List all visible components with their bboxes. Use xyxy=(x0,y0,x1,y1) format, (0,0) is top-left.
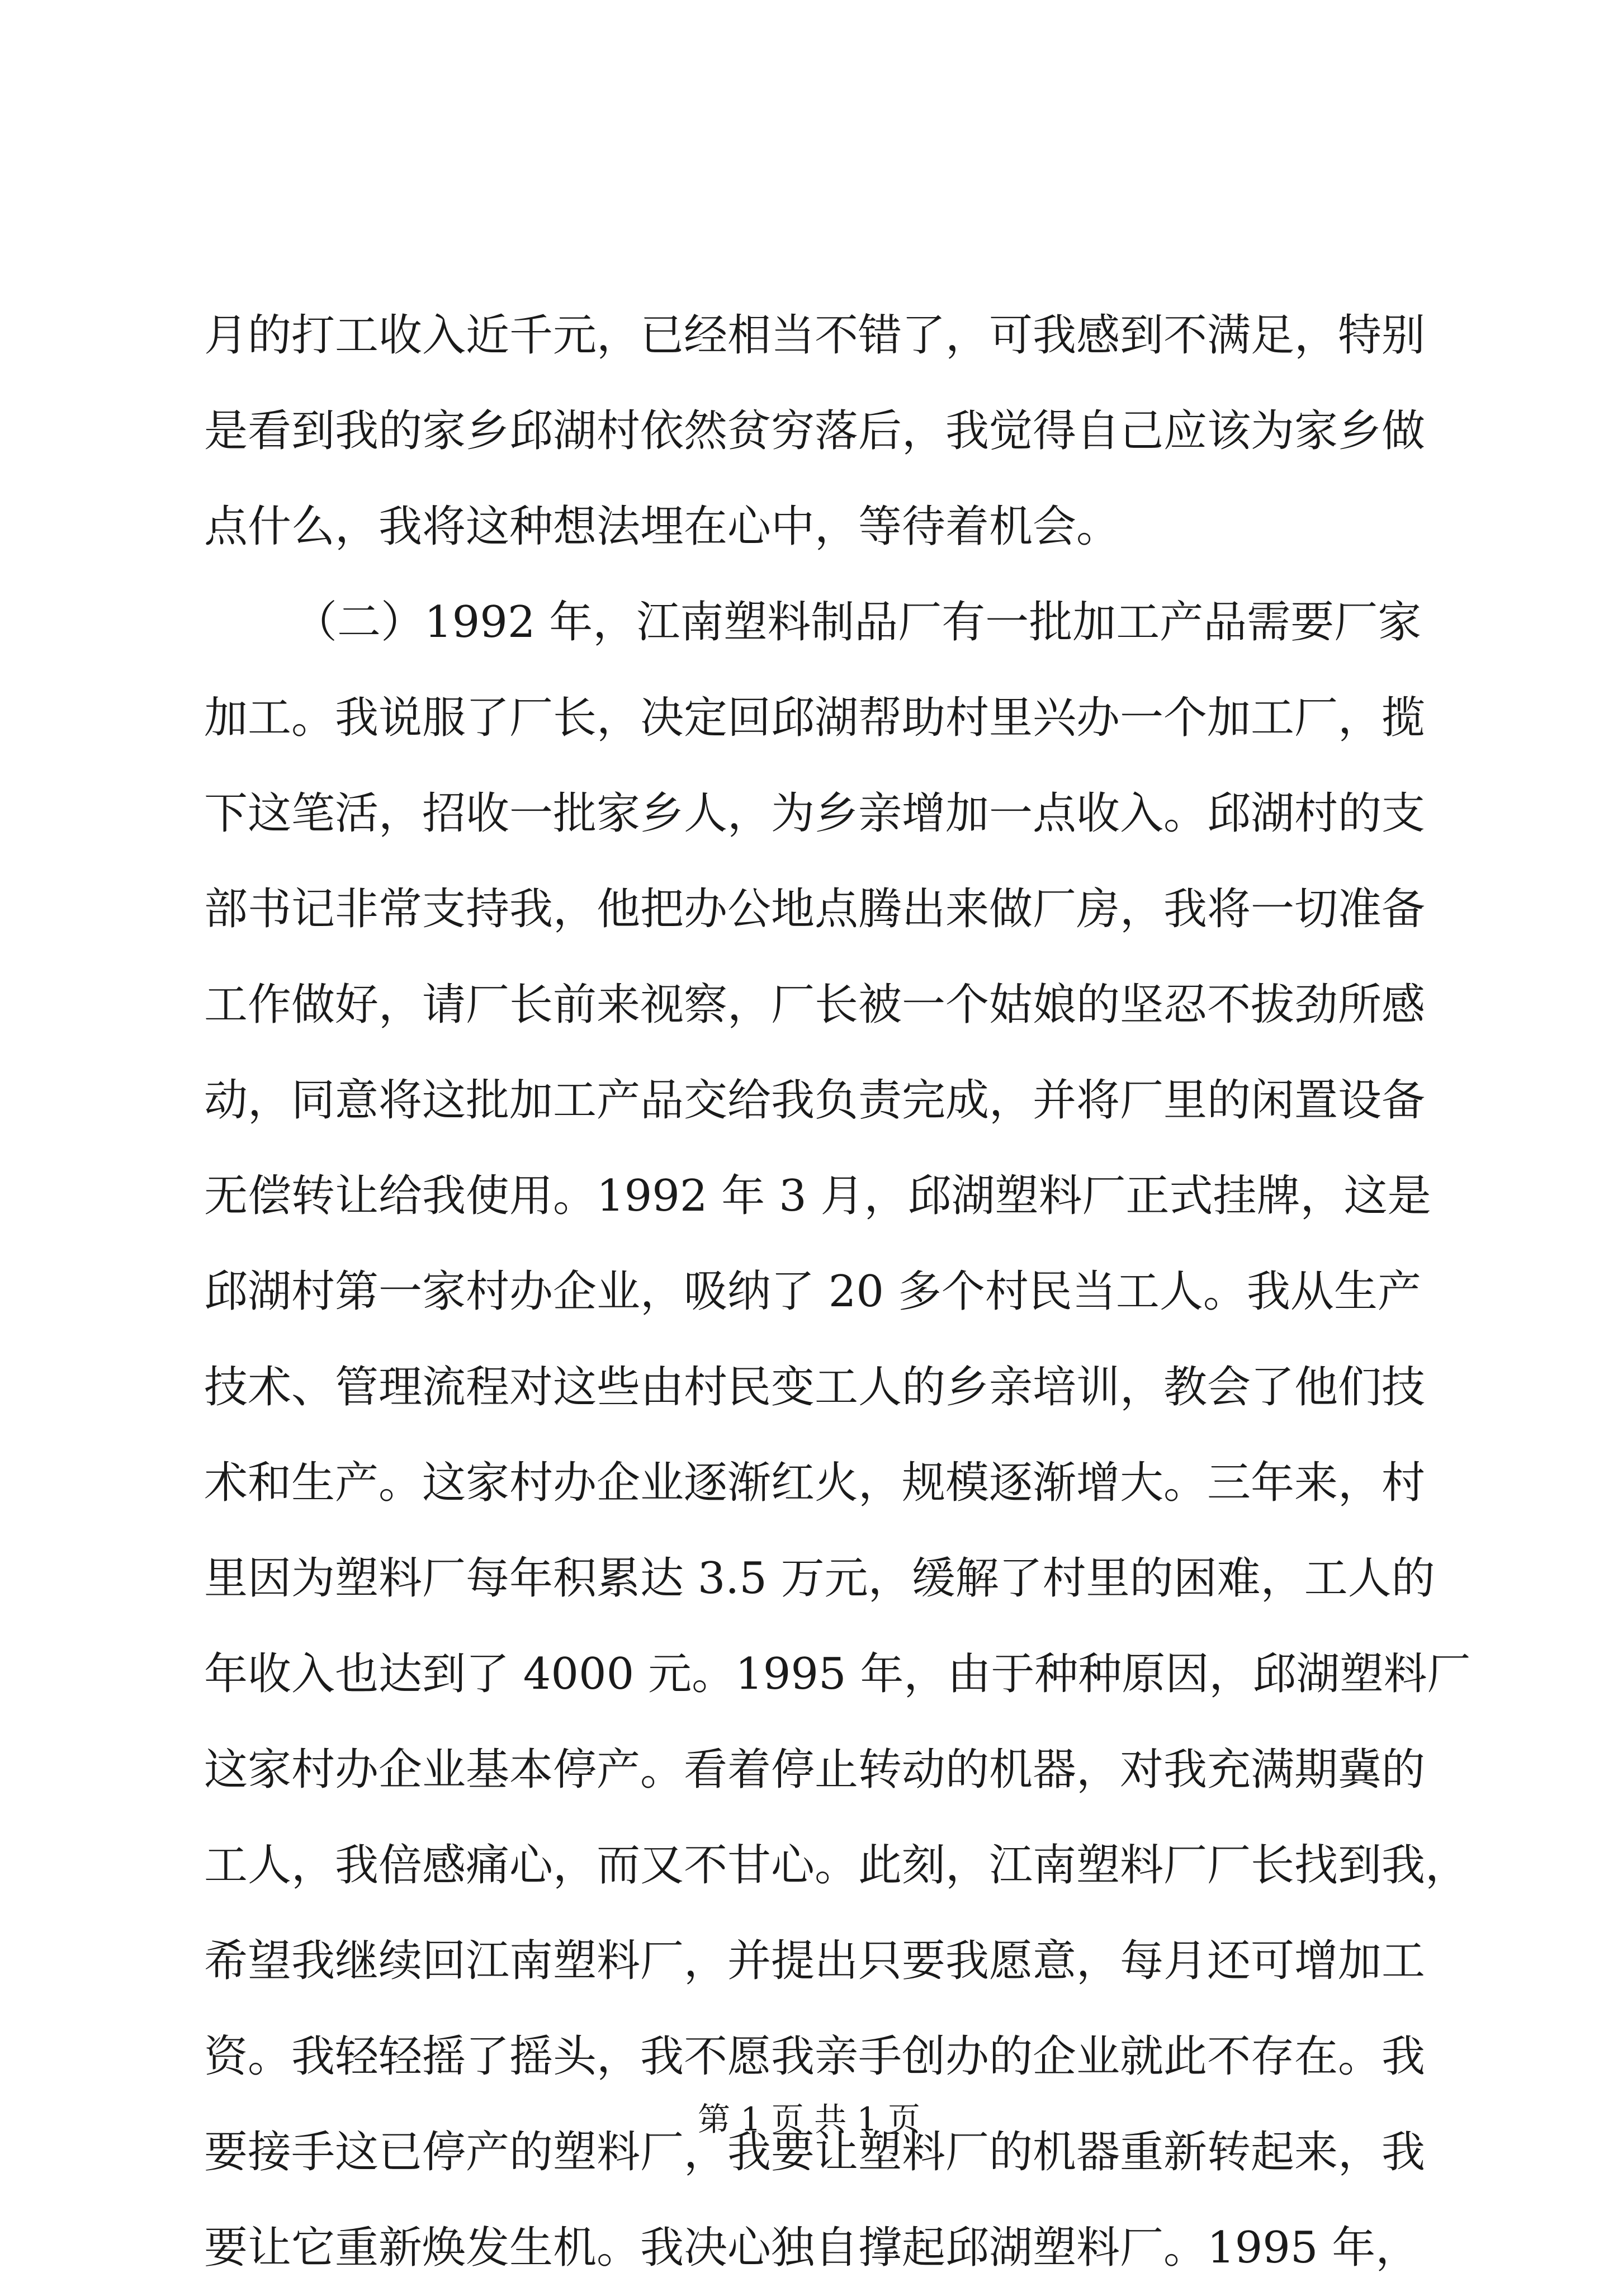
text-line: 月的打工收入近千元，已经相当不错了，可我感到不满足，特别 xyxy=(204,310,1426,361)
body-text xyxy=(204,288,1471,2296)
text-line: 下这笔活，招收一批家乡人，为乡亲增加一点收入。邱湖村的支 xyxy=(204,788,1426,839)
text-line: 里因为塑料厂每年积累达 3.5 万元，缓解了村里的困难，工人的 xyxy=(204,1553,1435,1604)
text-line: 这家村办企业基本停产。看着停止转动的机器，对我充满期冀的 xyxy=(204,1745,1426,1795)
text-line: 希望我继续回江南塑料厂，并提出只要我愿意，每月还可增加工 xyxy=(204,1936,1426,1986)
text-line: 年收入也达到了 4000 元。1995 年，由于种种原因，邱湖塑料厂 xyxy=(204,1649,1471,1699)
text-line: 无偿转让给我使用。1992 年 3 月，邱湖塑料厂正式挂牌，这是 xyxy=(204,1171,1431,1221)
page-number-footer: 第 1 页 共 1 页 xyxy=(698,2100,920,2138)
text-line: 要接手这已停产的塑料厂，我要让塑料厂的机器重新转起来，我 xyxy=(204,2127,1426,2177)
text-line: 术和生产。这家村办企业逐渐红火，规模逐渐增大。三年来，村 xyxy=(204,1458,1426,1508)
text-line: 邱湖村第一家村办企业，吸纳了 20 多个村民当工人。我从生产 xyxy=(204,1267,1421,1317)
text-line: 点什么，我将这种想法埋在心中，等待着机会。 xyxy=(204,502,1120,552)
text-line: 加工。我说服了厂长，决定回邱湖帮助村里兴办一个加工厂，揽 xyxy=(204,693,1426,743)
text-line: 工人，我倍感痛心，而又不甘心。此刻，江南塑料厂厂长找到我， xyxy=(204,1840,1469,1891)
text-line: 动，同意将这批加工产品交给我负责完成，并将厂里的闲置设备 xyxy=(204,1075,1426,1126)
paragraph-start-line: （二）1992 年，江南塑料制品厂有一批加工产品需要厂家 xyxy=(294,597,1422,648)
text-line: 是看到我的家乡邱湖村依然贫穷落后，我觉得自己应该为家乡做 xyxy=(204,406,1426,456)
text-line: 要让它重新焕发生机。我决心独自撑起邱湖塑料厂。1995 年， xyxy=(204,2223,1420,2273)
text-line: 资。我轻轻摇了摇头，我不愿我亲手创办的企业就此不存在。我 xyxy=(204,2032,1426,2082)
text-line: 工作做好，请厂长前来视察，厂长被一个姑娘的坚忍不拔劲所感 xyxy=(204,980,1426,1030)
text-line: 技术、管理流程对这些由村民变工人的乡亲培训，教会了他们技 xyxy=(204,1362,1426,1412)
text-line: 部书记非常支持我，他把办公地点腾出来做厂房，我将一切准备 xyxy=(204,884,1426,934)
